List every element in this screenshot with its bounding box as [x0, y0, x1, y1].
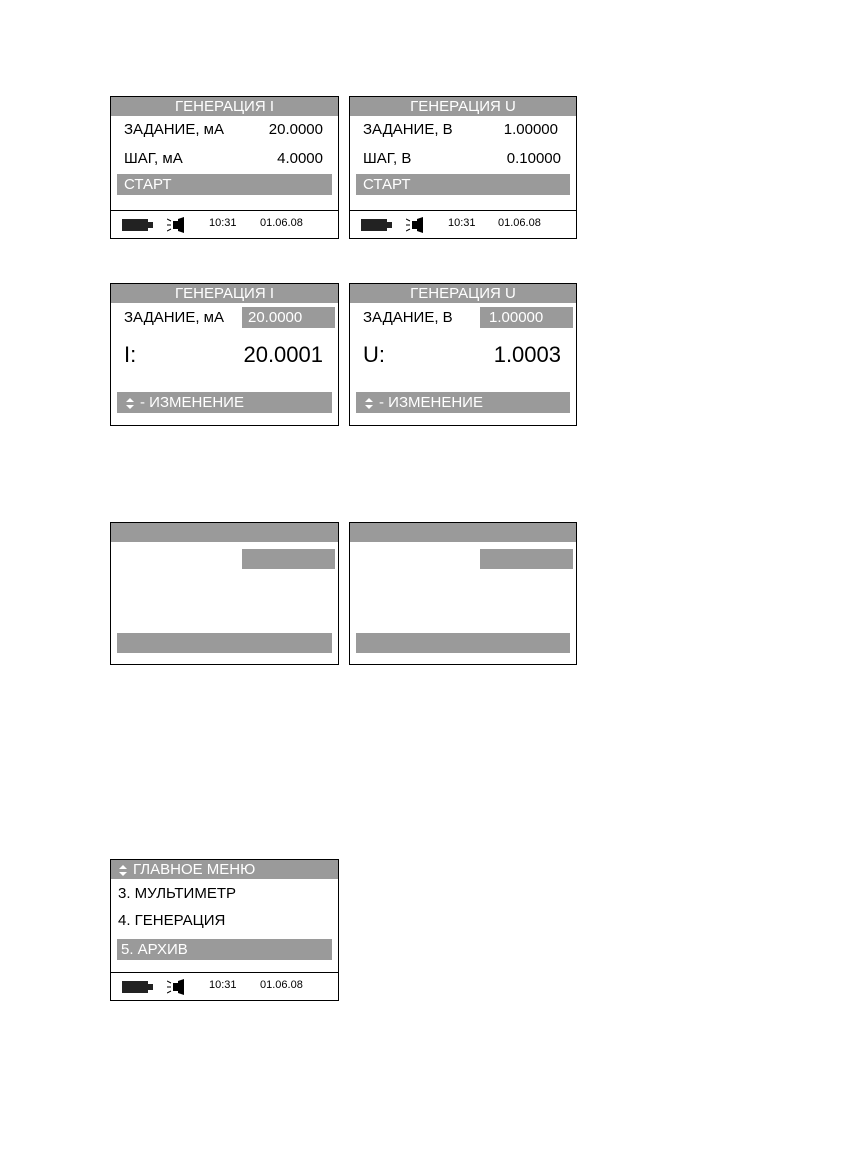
status-bar [111, 972, 338, 1000]
step-value[interactable]: 4.0000 [277, 150, 323, 167]
status-bar [111, 210, 338, 238]
setpoint-value-highlighted[interactable]: 1.00000 [480, 307, 573, 328]
value-field-placeholder [480, 549, 573, 569]
status-time: 10:31 [448, 217, 476, 229]
screen-blank-right [349, 522, 577, 665]
screen-title: ГЕНЕРАЦИЯ U [350, 284, 576, 303]
status-date: 01.06.08 [260, 217, 303, 229]
setpoint-label: ЗАДАНИЕ, мА [124, 121, 224, 138]
screen-title-bar [111, 523, 338, 542]
screen-gen-i-run [110, 283, 339, 426]
start-button[interactable]: СТАРТ [356, 174, 570, 195]
setpoint-label: ЗАДАНИЕ, мА [124, 309, 224, 326]
screen-title [111, 860, 338, 879]
menu-item-archive-selected[interactable]: 5. АРХИВ [117, 939, 332, 960]
setpoint-value-highlighted[interactable]: 20.0000 [242, 307, 335, 328]
menu-item-multimeter[interactable]: 3. МУЛЬТИМЕТР [118, 885, 237, 902]
bottom-bar-placeholder [117, 633, 332, 653]
measure-label: I: [124, 342, 137, 367]
screen-blank-left [110, 522, 339, 665]
bottom-bar-placeholder [356, 633, 570, 653]
menu-item-generation[interactable]: 4. ГЕНЕРАЦИЯ [118, 912, 226, 929]
change-hint-bar [356, 392, 570, 413]
backlight-icon [406, 217, 424, 233]
setpoint-value[interactable]: 1.00000 [503, 121, 558, 138]
menu-title-text: ГЛАВНОЕ МЕНЮ [133, 861, 256, 878]
battery-icon [122, 981, 153, 993]
screen-gen-u-run [349, 283, 577, 426]
step-value[interactable]: 0.10000 [506, 150, 561, 167]
status-time: 10:31 [209, 217, 237, 229]
measure-value: 20.0001 [243, 342, 323, 367]
measure-label: U: [363, 342, 385, 367]
setpoint-label: ЗАДАНИЕ, В [363, 121, 453, 138]
screen-title: ГЕНЕРАЦИЯ I [111, 284, 338, 303]
battery-icon [361, 219, 392, 231]
start-button[interactable]: СТАРТ [117, 174, 332, 195]
status-date: 01.06.08 [498, 217, 541, 229]
up-down-arrows-icon [119, 865, 127, 876]
setpoint-value[interactable]: 20.0000 [268, 121, 323, 138]
status-time: 10:31 [209, 979, 237, 991]
up-down-arrows-icon [365, 398, 373, 409]
screen-title: ГЕНЕРАЦИЯ U [350, 97, 576, 116]
backlight-icon [167, 979, 185, 995]
value-field-placeholder [242, 549, 335, 569]
step-label: ШАГ, В [363, 150, 412, 167]
screen-title-bar [350, 523, 576, 542]
up-down-arrows-icon [126, 398, 134, 409]
change-hint-text: - ИЗМЕНЕНИЕ [140, 394, 244, 411]
setpoint-label: ЗАДАНИЕ, В [363, 309, 453, 326]
measure-value: 1.0003 [493, 342, 561, 367]
status-date: 01.06.08 [260, 979, 303, 991]
status-bar [350, 210, 576, 238]
screen-title: ГЕНЕРАЦИЯ I [111, 97, 338, 116]
screen-gen-i-setup [110, 96, 339, 239]
change-hint-text: - ИЗМЕНЕНИЕ [379, 394, 483, 411]
battery-icon [122, 219, 153, 231]
screen-main-menu [110, 859, 339, 1001]
change-hint-bar [117, 392, 332, 413]
backlight-icon [167, 217, 185, 233]
screen-gen-u-setup [349, 96, 577, 239]
step-label: ШАГ, мА [124, 150, 183, 167]
